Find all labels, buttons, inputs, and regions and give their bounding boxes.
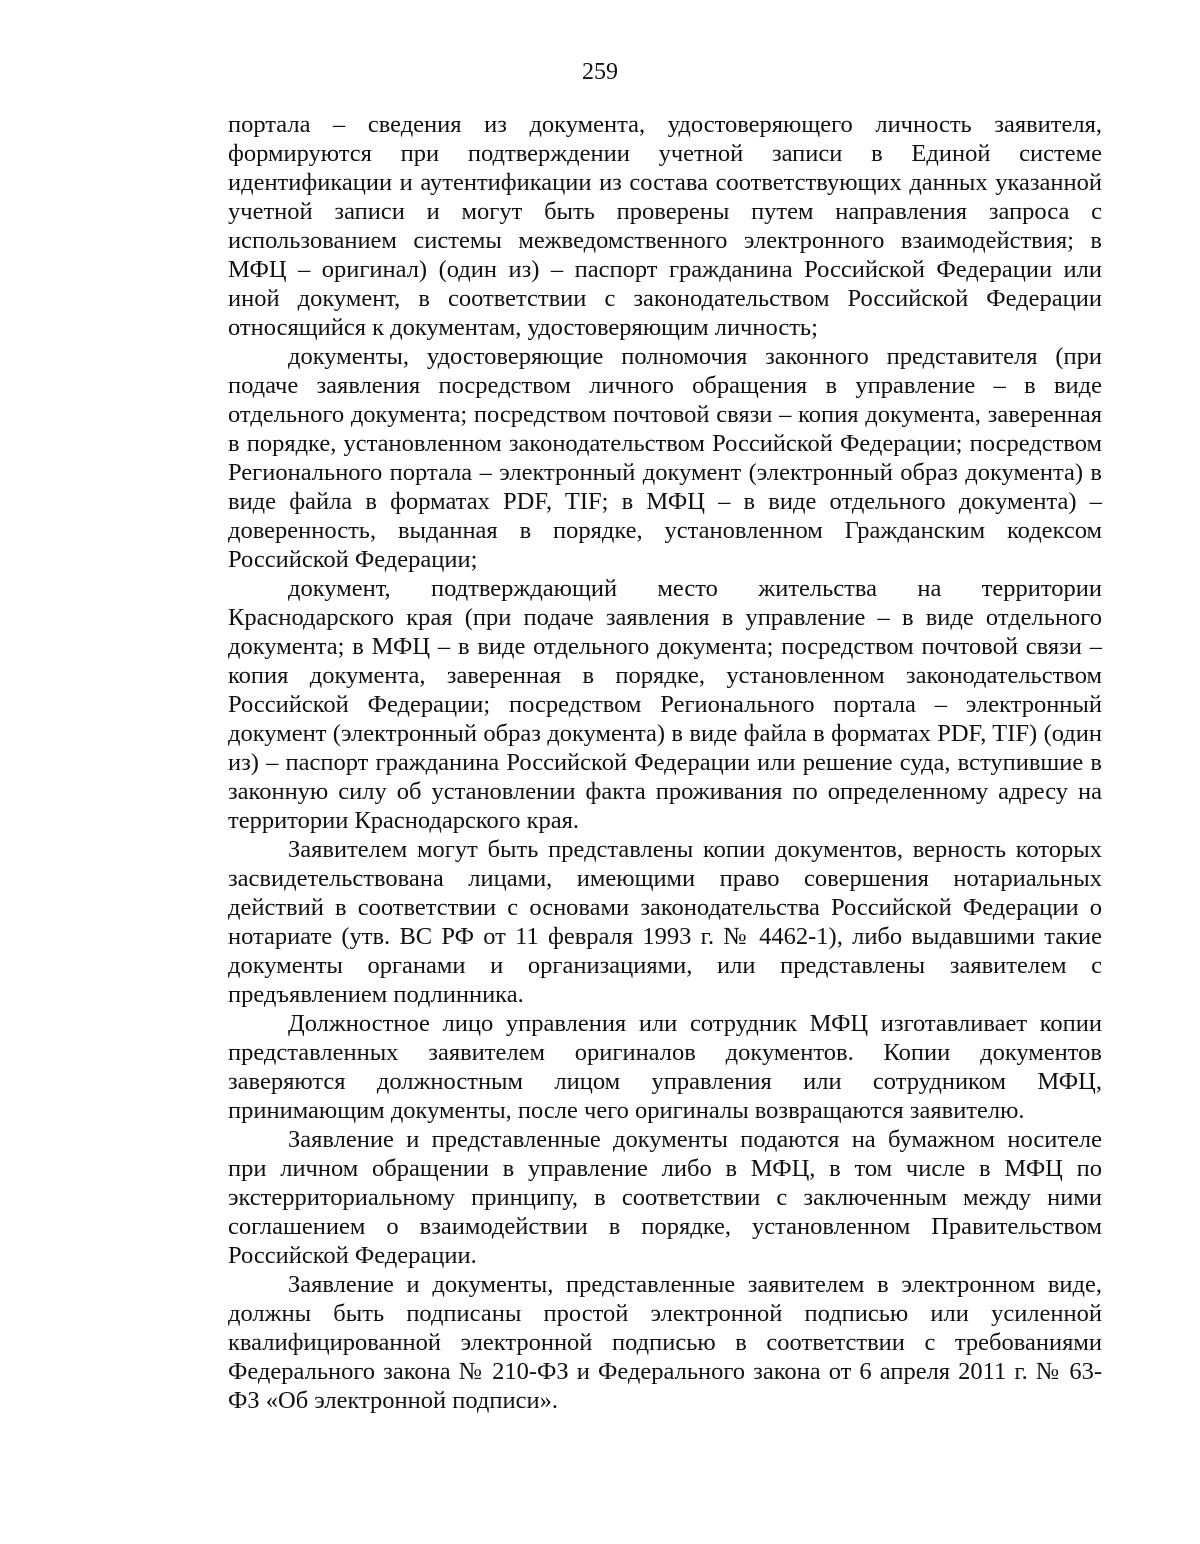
paragraph-certified-copies: Заявителем могут быть представлены копии документов, верность которых засвидетельствована лицами, имеющими право совершения нотариальных действий в соответствии с основами законодательства Российской Федерации о нотариате (утв. ВС РФ от 11 февраля 1993 г. № 4462-1), либо выдавшими такие документы органами и организациями, или представлены заявителем с предъявлением подлинника. <box>228 836 1102 1008</box>
paragraph-electronic-signature: Заявление и документы, представленные заявителем в электронном виде, должны быть подписаны простой электронной подписью или усиленной квалифицированной электронной подписью в соответствии с требованиями Федерального закона № 210-ФЗ и Федерального закона от 6 апреля 2011 г. № 63-ФЗ «Об электронной подписи». <box>228 1271 1102 1414</box>
paragraph-residence-document: документ, подтверждающий место жительства на территории Краснодарского края (при подаче заявления в управление – в виде отдельного документа; в МФЦ – в виде отдельного документа; посредством почтовой связи – копия документа, заверенная в порядке, установленном законодательством Российской Федерации; посредством Регионального портала – электронный документ (электронный образ документа) в виде файла в форматах PDF, TIF) (один из) – паспорт гражданина Российской Федерации или решение суда, вступившие в законную силу об установлении факта проживания по определенному адресу на территории Краснодарского края. <box>228 575 1102 834</box>
document-body <box>228 110 1102 1415</box>
page-number: 259 <box>582 59 618 85</box>
paragraph-identity-documents: портала – сведения из документа, удостоверяющего личность заявителя, формируются при подтверждении учетной записи в Единой системе идентификации и аутентификации из состава соответствующих данных указанной учетной записи и могут быть проверены путем направления запроса с использованием системы межведомственного электронного взаимодействия; в МФЦ – оригинал) (один из) – паспорт гражданина Российской Федерации или иной документ, в соответствии с законодательством Российской Федерации относящийся к документам, удостоверяющим личность; <box>228 111 1102 341</box>
paragraph-paper-submission: Заявление и представленные документы подаются на бумажном носителе при личном обращении в управление либо в МФЦ, в том числе в МФЦ по экстерриториальному принципу, в соответствии с заключенным между ними соглашением о взаимодействии в порядке, установленном Правительством Российской Федерации. <box>228 1126 1102 1269</box>
paragraph-representative-authority: документы, удостоверяющие полномочия законного представителя (при подаче заявления посредством личного обращения в управление – в виде отдельного документа; посредством почтовой связи – копия документа, заверенная в порядке, установленном законодательством Российской Федерации; посредством Регионального портала – электронный документ (электронный образ документа) в виде файла в форматах PDF, TIF; в МФЦ – в виде отдельного документа) – доверенность, выданная в порядке, установленном Гражданским кодексом Российской Федерации; <box>228 343 1102 573</box>
paragraph-copy-certification: Должностное лицо управления или сотрудник МФЦ изготавливает копии представленных заявителем оригиналов документов. Копии документов заверяются должностным лицом управления или сотрудником МФЦ, принимающим документы, после чего оригиналы возвращаются заявителю. <box>228 1010 1102 1124</box>
